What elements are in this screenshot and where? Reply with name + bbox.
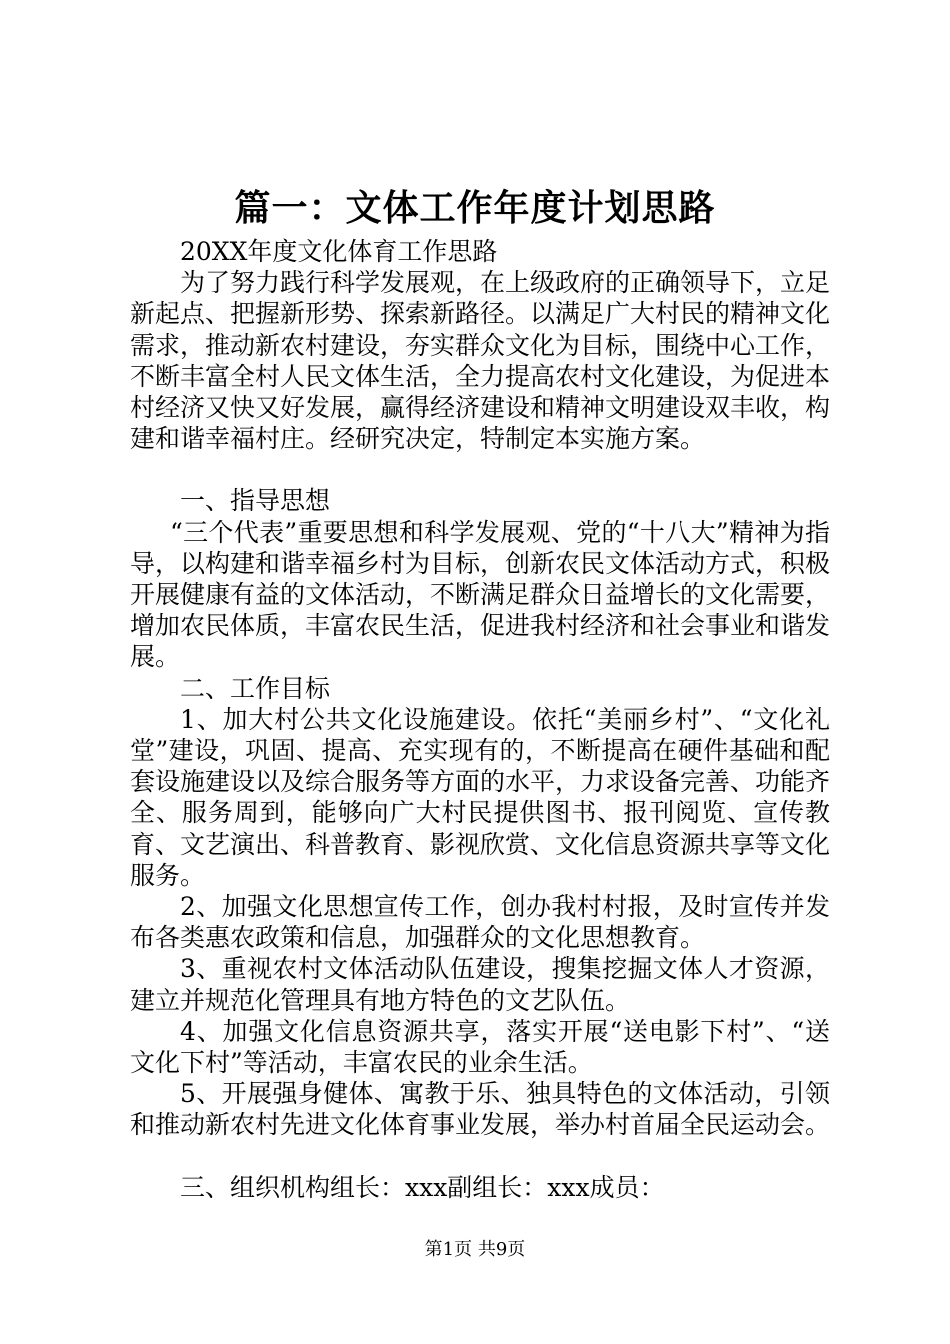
section-heading-work-goals: 二、工作目标 — [180, 673, 331, 703]
document-title: 篇一：文体工作年度计划思路 — [234, 187, 716, 229]
document-body — [130, 236, 830, 1203]
intro-paragraph: 为了努力践行科学发展观，在上级政府的正确领导下，立足新起点、把握新形势、探索新路径。以满足广大村民的精神文化需求，推动新农村建设，夯实群众文化为目标，围绕中心工作，不断丰富全村人民文体生活，全力提高农村文化建设，为促进本村经济又快又好发展，赢得经济建设和精神文明建设双丰收，构建和谐幸福村庄。经研究决定，特制定本实施方案。 — [130, 268, 831, 454]
paragraph-gap — [130, 1141, 830, 1172]
goal-item-2: 2、加强文化思想宣传工作，创办我村村报，及时宣传并发布各类惠农政策和信息，加强群众的文化思想教育。 — [130, 892, 830, 953]
guiding-thought-paragraph: “三个代表”重要思想和科学发展观、党的“十八大”精神为指导，以构建和谐幸福乡村为目标，创新农民文体活动方式，积极开展健康有益的文体活动，不断满足群众日益增长的文化需要，增加农民体质，丰富农民生活，促进我村经济和社会事业和谐发展。 — [130, 517, 831, 672]
subtitle-paragraph: 20XX年度文化体育工作思路 — [180, 237, 498, 266]
section-heading-guiding-thought: 一、指导思想 — [180, 486, 331, 516]
goal-item-1: 1、加大村公共文化设施建设。依托“美丽乡村”、“文化礼堂”建设，巩固、提高、充实现有的，不断提高在硬件基础和配套设施建设以及综合服务等方面的水平，力求设备完善、功能齐全、服务周到，能够向广大村民提供图书、报刊阅览、宣传教育、文艺演出、科普教育、影视欣赏、文化信息资源共享等文化服务。 — [130, 704, 831, 890]
section-heading-organization: 三、组织机构组长：xxx副组长：xxx成员： — [180, 1172, 665, 1202]
paragraph-gap — [130, 454, 830, 485]
goal-item-5: 5、开展强身健体、寓教于乐、独具特色的文体活动，引领和推动新农村先进文化体育事业发展，举办村首届全民运动会。 — [130, 1079, 831, 1140]
goal-item-4: 4、加强文化信息资源共享，落实开展“送电影下村”、“送文化下村”等活动，丰富农民的业余生活。 — [130, 1016, 830, 1078]
page-number-footer: 第1页 共9页 — [424, 1239, 526, 1260]
goal-item-3: 3、重视农村文体活动队伍建设，搜集挖掘文体人才资源，建立并规范化管理具有地方特色的文艺队伍。 — [130, 954, 830, 1015]
